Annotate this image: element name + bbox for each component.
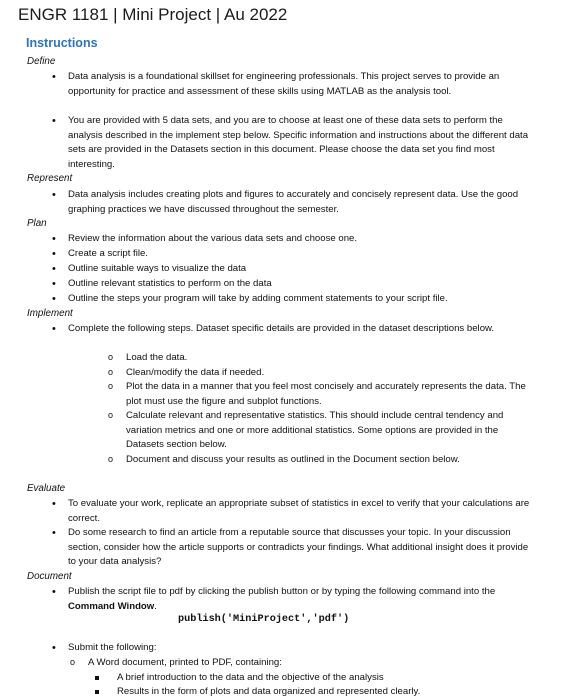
command-window-term: Command Window	[68, 600, 155, 612]
bullet-define-1: • Data analysis is a foundational skillset for engineering professionals. This project serves to provide an opportunity for practice and assessment of these skills using MATLAB as the analysis tool.	[68, 70, 536, 99]
publish-text-after: .	[154, 600, 157, 612]
bullet-plan-5: • Outline the steps your program will take by adding comment statements to your script file.	[68, 292, 536, 307]
section-heading-instructions: Instructions	[26, 36, 98, 50]
step-load: o Load the data.	[126, 351, 538, 366]
step-statistics: o Calculate relevant and representative statistics. This should include central tendency and variation metrics and one or more additional statistics. Some options are provided in the Datasets section below.	[126, 409, 538, 453]
publish-command-code: publish('MiniProject','pdf')	[178, 614, 350, 625]
category-plan: Plan	[27, 218, 47, 229]
step-plot: o Plot the data in a manner that you feel most concisely and accurately represents the data. The plot must use the figure and subplot functions.	[126, 380, 538, 409]
step-clean: o Clean/modify the data if needed.	[126, 366, 538, 381]
bullet-evaluate-2: • Do some research to find an article from a reputable source that discusses your topic. In your discussion section, consider how the article supports or contradicts your findings. What additional insight does it provide to your data analysis?	[68, 526, 536, 570]
category-document: Document	[27, 571, 72, 582]
step-document: o Document and discuss your results as outlined in the Document section below.	[126, 453, 538, 468]
bullet-evaluate-1: • To evaluate your work, replicate an appropriate subset of statistics in excel to verify that your calculations are correct.	[68, 497, 536, 526]
bullet-represent-1: • Data analysis includes creating plots and figures to accurately and concisely represent data. Use the good graphing practices we have discussed throughout the semester.	[68, 188, 536, 217]
bullet-plan-4: • Outline relevant statistics to perform on the data	[68, 277, 536, 292]
bullet-submit: • Submit the following:	[68, 641, 536, 656]
category-define: Define	[27, 56, 56, 67]
publish-text-before: Publish the script file to pdf by clicking the publish button or by typing the following command into the	[68, 586, 496, 597]
word-item-results: Results in the form of plots and data organized and represented clearly.	[117, 685, 537, 700]
word-item-introduction: A brief introduction to the data and the objective of the analysis	[117, 671, 537, 686]
bullet-plan-1: • Review the information about the various data sets and choose one.	[68, 232, 536, 247]
category-evaluate: Evaluate	[27, 483, 66, 494]
category-implement: Implement	[27, 308, 73, 319]
bullet-publish	[68, 585, 536, 614]
category-represent: Represent	[27, 173, 73, 184]
bullet-plan-3: • Outline suitable ways to visualize the data	[68, 262, 536, 277]
bullet-plan-2: • Create a script file.	[68, 247, 536, 262]
bullet-implement-1: • Complete the following steps. Dataset specific details are provided in the dataset descriptions below.	[68, 322, 536, 337]
word-document-item: o A Word document, printed to PDF, containing:	[88, 656, 500, 671]
document-title: ENGR 1181 | Mini Project | Au 2022	[18, 5, 288, 24]
bullet-define-2: • You are provided with 5 data sets, and you are to choose at least one of these data sets to perform the analysis described in the implement step below. Specific information and instructions about the different data sets are provided in the Datasets section in this document. Please choose the data set you find most interesting.	[68, 114, 536, 172]
